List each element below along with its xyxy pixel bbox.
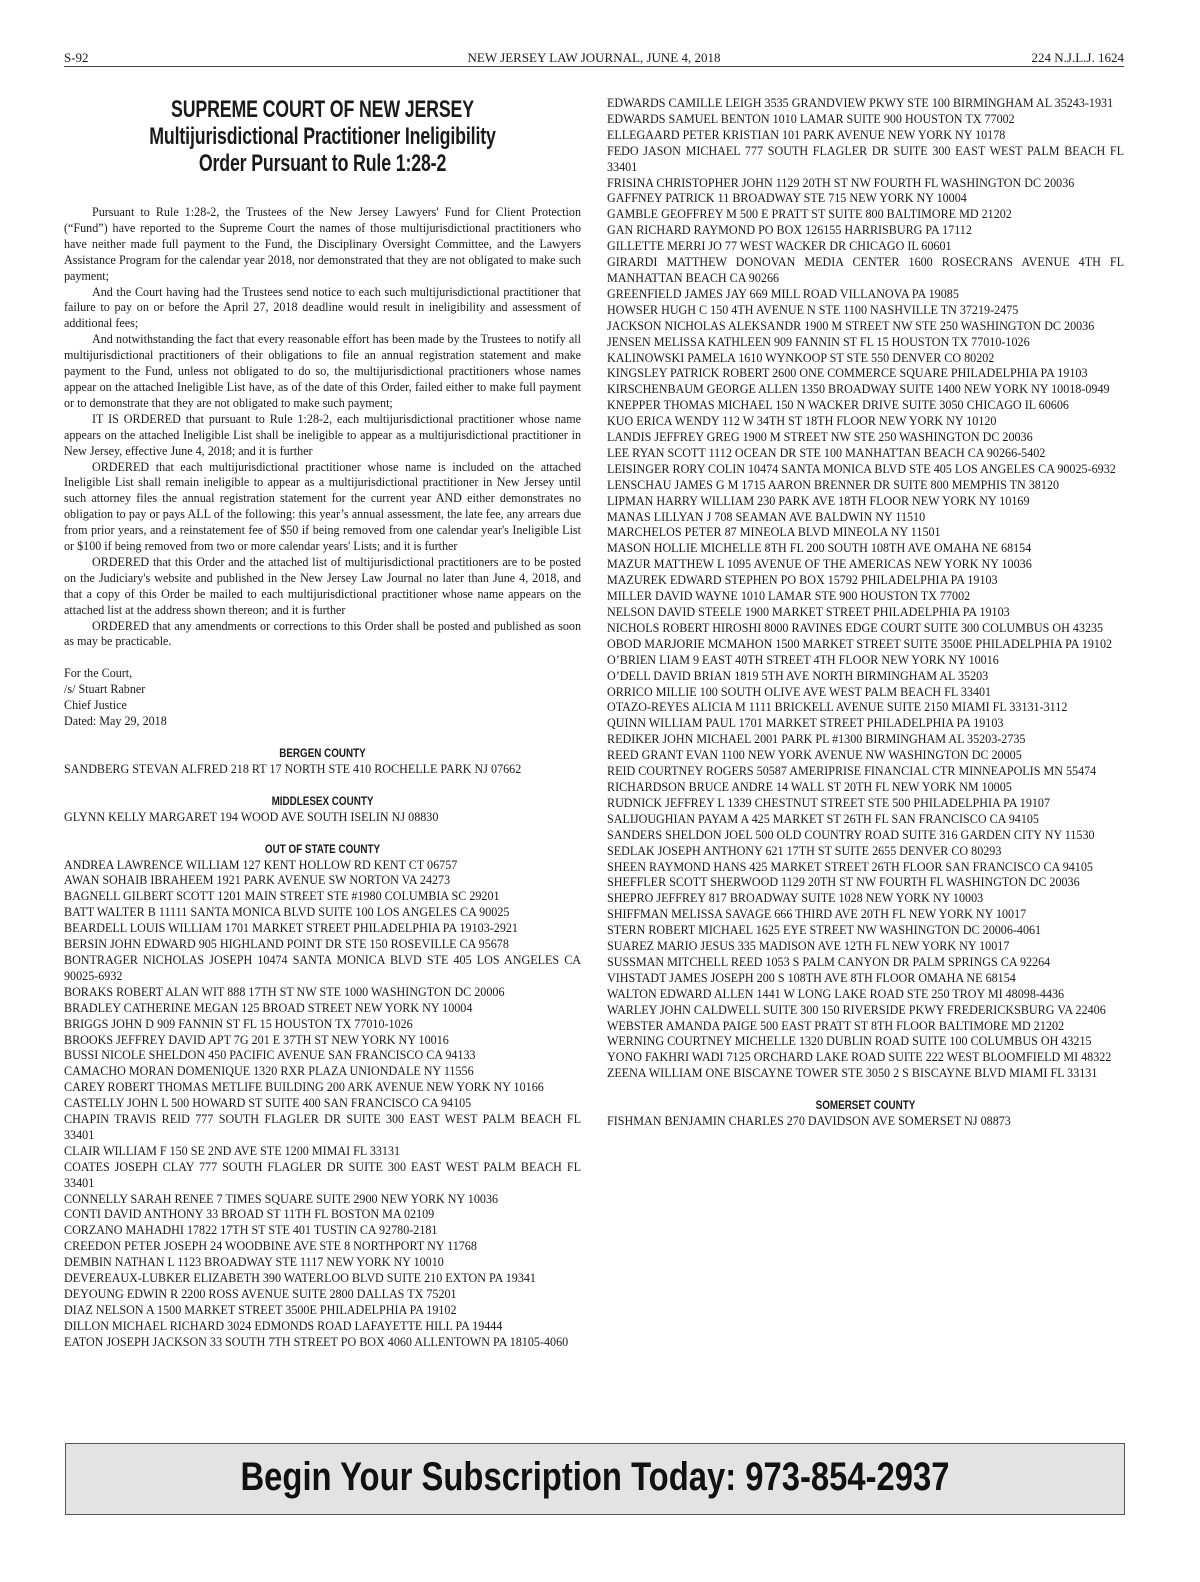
list-item: FISHMAN BENJAMIN CHARLES 270 DAVIDSON AVE SOMERSET NJ 08873 [607, 1114, 1011, 1129]
signature-date: Dated: May 29, 2018 [64, 714, 167, 729]
list-item: KNEPPER THOMAS MICHAEL 150 N WACKER DRIVE SUITE 3050 CHICAGO IL 60606 [607, 398, 1069, 413]
list-item: REDIKER JOHN MICHAEL 2001 PARK PL #1300 BIRMINGHAM AL 35203-2735 [607, 732, 1026, 747]
list-item: CHAPIN TRAVIS REID 777 SOUTH FLAGLER DR SUITE 300 EAST WEST PALM BEACH FL 33401 [64, 1112, 581, 1142]
county-heading-bergen: BERGEN COUNTY [279, 747, 366, 760]
list-item: CONTI DAVID ANTHONY 33 BROAD ST 11TH FL BOSTON MA 02109 [64, 1207, 435, 1222]
list-item: FRISINA CHRISTOPHER JOHN 1129 20TH ST NW FOURTH FL WASHINGTON DC 20036 [607, 175, 1075, 190]
list-item: EATON JOSEPH JACKSON 33 SOUTH 7TH STREET PO BOX 4060 ALLENTOWN PA 18105-4060 [64, 1334, 569, 1349]
list-item: QUINN WILLIAM PAUL 1701 MARKET STREET PHILADELPHIA PA 19103 [607, 716, 1004, 731]
list-item: GAN RICHARD RAYMOND PO BOX 126155 HARRISBURG PA 17112 [607, 223, 972, 238]
list-item: CAREY ROBERT THOMAS METLIFE BUILDING 200 ARK AVENUE NEW YORK NY 10166 [64, 1080, 544, 1095]
list-item: ANDREA LAWRENCE WILLIAM 127 KENT HOLLOW RD KENT CT 06757 [64, 857, 458, 872]
right-column [607, 96, 1124, 1130]
list-item: KIRSCHENBAUM GEORGE ALLEN 1350 BROADWAY SUITE 1400 NEW YORK NY 10018-0949 [607, 382, 1110, 397]
order-paragraph: And notwithstanding the fact that every reasonable effort has been made by the Trustees to notify all multijurisdictional practitioners of their obligations to file an annual registration statement and make payment to the Fund, unless not obligated to do so, the multijurisdictional practitioners whose names appear on the attached Ineligible List have, as of the date of this Order, failed either to make full payment or to demonstrate that they are not obligated to make such payment; [64, 332, 581, 410]
list-item: MANAS LILLYAN J 708 SEAMAN AVE BALDWIN NY 11510 [607, 509, 926, 524]
list-item: DILLON MICHAEL RICHARD 3024 EDMONDS ROAD LAFAYETTE HILL PA 19444 [64, 1318, 503, 1333]
list-item: OTAZO-REYES ALICIA M 1111 BRICKELL AVENUE SUITE 2150 MIAMI FL 33131-3112 [607, 700, 1068, 715]
list-item: MAZUREK EDWARD STEPHEN PO BOX 15792 PHILADELPHIA PA 19103 [607, 573, 998, 588]
signature-block [64, 666, 581, 730]
list-item: LEISINGER RORY COLIN 10474 SANTA MONICA BLVD STE 405 LOS ANGELES CA 90025-6932 [607, 461, 1116, 476]
list-item: BROOKS JEFFREY DAVID APT 7G 201 E 37TH ST NEW YORK NY 10016 [64, 1032, 449, 1047]
middlesex-list [64, 810, 581, 826]
list-item: NELSON DAVID STEELE 1900 MARKET STREET PHILADELPHIA PA 19103 [607, 605, 1010, 619]
list-item: GILLETTE MERRI JO 77 WEST WACKER DR CHICAGO IL 60601 [607, 239, 952, 254]
list-item: DEYOUNG EDWIN R 2200 ROSS AVENUE SUITE 2800 DALLAS TX 75201 [64, 1287, 457, 1301]
list-item: BERSIN JOHN EDWARD 905 HIGHLAND POINT DR STE 150 ROSEVILLE CA 95678 [64, 937, 509, 952]
list-item: SHEFFLER SCOTT SHERWOOD 1129 20TH ST NW FOURTH FL WASHINGTON DC 20036 [607, 875, 1080, 890]
list-item: MASON HOLLIE MICHELLE 8TH FL 200 SOUTH 108TH AVE OMAHA NE 68154 [607, 541, 1032, 556]
list-item: YONO FAKHRI WADI 7125 ORCHARD LAKE ROAD SUITE 222 WEST BLOOMFIELD MI 48322 [607, 1050, 1112, 1065]
order-paragraph: And the Court having had the Trustees send notice to each such multijurisdictional practitioner that failure to pay on or before the April 27, 2018 deadline would result in ineligibility and assessment of additional fees; [64, 284, 581, 331]
publication-title: NEW JERSEY LAW JOURNAL, JUNE 4, 2018 [467, 50, 721, 65]
list-item: SHEEN RAYMOND HANS 425 MARKET STREET 26TH FLOOR SAN FRANCISCO CA 94105 [607, 859, 1093, 874]
list-item: JENSEN MELISSA KATHLEEN 909 FANNIN ST FL 15 HOUSTON TX 77010-1026 [607, 334, 1030, 349]
list-item: EDWARDS CAMILLE LEIGH 3535 GRANDVIEW PKWY STE 100 BIRMINGHAM AL 35243-1931 [607, 96, 1114, 110]
signature-role: Chief Justice [64, 698, 127, 713]
signature-name: /s/ Stuart Rabner [64, 682, 146, 697]
list-item: EDWARDS SAMUEL BENTON 1010 LAMAR SUITE 900 HOUSTON TX 77002 [607, 111, 1015, 126]
list-item: LIPMAN HARRY WILLIAM 230 PARK AVE 18TH FLOOR NEW YORK NY 10169 [607, 493, 1030, 508]
out-of-state-list-right [607, 96, 1124, 1082]
list-item: CAMACHO MORAN DOMENIQUE 1320 RXR PLAZA UNIONDALE NY 11556 [64, 1064, 474, 1079]
county-heading-middlesex: MIDDLESEX COUNTY [271, 794, 374, 808]
out-of-state-list-left [64, 858, 581, 1351]
order-paragraph: Pursuant to Rule 1:28-2, the Trustees of the New Jersey Lawyers' Fund for Client Protection (“Fund”) have reported to the Supreme Court the names of those multijurisdictional practitioners who have neither made full payment to the Fund, the Disciplinary Oversight Committee, and the Lawyers Assistance Program for the calendar year 2018, nor demonstrated that they are not obligated to make such payment; [64, 205, 581, 283]
list-item: GAMBLE GEOFFREY M 500 E PRATT ST SUITE 800 BALTIMORE MD 21202 [607, 207, 1012, 222]
list-item: SUAREZ MARIO JESUS 335 MADISON AVE 12TH FL NEW YORK NY 10017 [607, 939, 1010, 954]
list-item: GAFFNEY PATRICK 11 BROADWAY STE 715 NEW YORK NY 10004 [607, 191, 967, 206]
left-column [64, 96, 581, 1351]
somerset-list [607, 1114, 1124, 1130]
list-item: REID COURTNEY ROGERS 50587 AMERIPRISE FINANCIAL CTR MINNEAPOLIS MN 55474 [607, 764, 1097, 779]
list-item: CASTELLY JOHN L 500 HOWARD ST SUITE 400 SAN FRANCISCO CA 94105 [64, 1096, 472, 1111]
list-item: BUSSI NICOLE SHELDON 450 PACIFIC AVENUE SAN FRANCISCO CA 94133 [64, 1048, 476, 1063]
list-item: OBOD MARJORIE MCMAHON 1500 MARKET STREET SUITE 3500E PHILADELPHIA PA 19102 [607, 636, 1113, 651]
list-item: MAZUR MATTHEW L 1095 AVENUE OF THE AMERICAS NEW YORK NY 10036 [607, 557, 1032, 572]
list-item: LEE RYAN SCOTT 1112 OCEAN DR STE 100 MANHATTAN BEACH CA 90266-5402 [607, 445, 1046, 460]
subscription-banner [65, 1443, 1125, 1515]
list-item: BRIGGS JOHN D 909 FANNIN ST FL 15 HOUSTON TX 77010-1026 [64, 1016, 413, 1031]
list-item: WERNING COURTNEY MICHELLE 1320 DUBLIN ROAD SUITE 100 COLUMBUS OH 43215 [607, 1034, 1092, 1049]
list-item: BONTRAGER NICHOLAS JOSEPH 10474 SANTA MONICA BLVD STE 405 LOS ANGELES CA 90025-6932 [64, 952, 581, 983]
list-item: KINGSLEY PATRICK ROBERT 2600 ONE COMMERCE SQUARE PHILADELPHIA PA 19103 [607, 366, 1088, 381]
list-item: CLAIR WILLIAM F 150 SE 2ND AVE STE 1200 MIMAI FL 33131 [64, 1143, 401, 1158]
list-item: WALTON EDWARD ALLEN 1441 W LONG LAKE ROAD STE 250 TROY MI 48098-4436 [607, 986, 1065, 1001]
list-item: COATES JOSEPH CLAY 777 SOUTH FLAGLER DR SUITE 300 EAST WEST PALM BEACH FL 33401 [64, 1159, 581, 1190]
order-paragraph: ORDERED that this Order and the attached list of multijurisdictional practitioners are to be posted on the Judiciary's website and published in the New Jersey Law Journal no later than June 4, 2018, and that a copy of this Order be mailed to each multijurisdictional practitioner whose name appears on the attached list at the address shown thereon; and it is further [64, 554, 581, 617]
list-item: BRADLEY CATHERINE MEGAN 125 BROAD STREET NEW YORK NY 10004 [64, 1000, 473, 1015]
county-heading-out-of-state: OUT OF STATE COUNTY [264, 842, 381, 856]
list-item: FEDO JASON MICHAEL 777 SOUTH FLAGLER DR SUITE 300 EAST WEST PALM BEACH FL 33401 [607, 143, 1124, 174]
list-item: CORZANO MAHADHI 17822 17TH ST STE 401 TUSTIN CA 92780-2181 [64, 1223, 438, 1238]
list-item: JACKSON NICHOLAS ALEKSANDR 1900 M STREET NW STE 250 WASHINGTON DC 20036 [607, 318, 1095, 333]
list-item: DEMBIN NATHAN L 1123 BROADWAY STE 1117 NEW YORK NY 10010 [64, 1255, 444, 1270]
list-item: KALINOWSKI PAMELA 1610 WYNKOOP ST STE 550 DENVER CO 80202 [607, 350, 995, 365]
list-item: GLYNN KELLY MARGARET 194 WOOD AVE SOUTH ISELIN NJ 08830 [64, 809, 439, 824]
list-item: O’BRIEN LIAM 9 EAST 40TH STREET 4TH FLOOR NEW YORK NY 10016 [607, 652, 999, 667]
list-item: ELLEGAARD PETER KRISTIAN 101 PARK AVENUE NEW YORK NY 10178 [607, 127, 1006, 142]
list-item: MILLER DAVID WAYNE 1010 LAMAR STE 900 HOUSTON TX 77002 [607, 589, 971, 604]
order-paragraph: ORDERED that any amendments or corrections to this Order shall be posted and published as soon as may be practicable. [64, 618, 581, 649]
list-item: LENSCHAU JAMES G M 1715 AARON BRENNER DR SUITE 800 MEMPHIS TN 38120 [607, 477, 1059, 492]
list-item: GIRARDI MATTHEW DONOVAN MEDIA CENTER 1600 ROSECRANS AVENUE 4TH FL MANHATTAN BEACH CA 90266 [607, 255, 1124, 285]
order-paragraph: IT IS ORDERED that pursuant to Rule 1:28-2, each multijurisdictional practitioner whose name appears on the attached Ineligible List shall be ineligible to appear as a multijurisdictional practitioner in New Jersey, effective June 4, 2018; and it is further [64, 411, 581, 458]
list-item: HOWSER HUGH C 150 4TH AVENUE N STE 1100 NASHVILLE TN 37219-2475 [607, 302, 1019, 317]
list-item: AWAN SOHAIB IBRAHEEM 1921 PARK AVENUE SW NORTON VA 24273 [64, 873, 451, 888]
bergen-list [64, 762, 581, 778]
list-item: BORAKS ROBERT ALAN WIT 888 17TH ST NW STE 1000 WASHINGTON DC 20006 [64, 984, 505, 999]
list-item: RICHARDSON BRUCE ANDRE 14 WALL ST 20TH FL NEW YORK NM 10005 [607, 779, 1012, 794]
list-item: CONNELLY SARAH RENEE 7 TIMES SQUARE SUITE 2900 NEW YORK NY 10036 [64, 1191, 499, 1206]
list-item: O’DELL DAVID BRIAN 1819 5TH AVE NORTH BIRMINGHAM AL 35203 [607, 668, 989, 683]
list-item: ZEENA WILLIAM ONE BISCAYNE TOWER STE 3050 2 S BISCAYNE BLVD MIAMI FL 33131 [607, 1066, 1098, 1081]
list-item: SUSSMAN MITCHELL REED 1053 S PALM CANYON DR PALM SPRINGS CA 92264 [607, 954, 1051, 969]
list-item: BAGNELL GILBERT SCOTT 1201 MAIN STREET STE #1980 COLUMBIA SC 29201 [64, 889, 500, 904]
order-title: Multijurisdictional Practitioner Ineligibility Order Pursuant to Rule 1:28-2 [149, 123, 496, 177]
list-item: STERN ROBERT MICHAEL 1625 EYE STREET NW WASHINGTON DC 20006-4061 [607, 923, 1042, 938]
list-item: SANDBERG STEVAN ALFRED 218 RT 17 NORTH STE 410 ROCHELLE PARK NJ 07662 [64, 761, 522, 776]
signature-line: For the Court, [64, 666, 133, 681]
list-item: WEBSTER AMANDA PAIGE 500 EAST PRATT ST 8TH FLOOR BALTIMORE MD 21202 [607, 1018, 1065, 1033]
citation: 224 N.J.L.J. 1624 [1031, 50, 1124, 65]
list-item: MARCHELOS PETER 87 MINEOLA BLVD MINEOLA NY 11501 [607, 525, 941, 540]
list-item: SHIFFMAN MELISSA SAVAGE 666 THIRD AVE 20TH FL NEW YORK NY 10017 [607, 907, 1027, 922]
list-item: LANDIS JEFFREY GREG 1900 M STREET NW STE 250 WASHINGTON DC 20036 [607, 430, 1033, 445]
list-item: VIHSTADT JAMES JOSEPH 200 S 108TH AVE 8TH FLOOR OMAHA NE 68154 [607, 970, 1016, 985]
list-item: BATT WALTER B 11111 SANTA MONICA BLVD SUITE 100 LOS ANGELES CA 90025 [64, 905, 510, 920]
list-item: SHEPRO JEFFREY 817 BROADWAY SUITE 1028 NEW YORK NY 10003 [607, 891, 984, 906]
county-heading-somerset: SOMERSET COUNTY [815, 1099, 916, 1113]
list-item: BEARDELL LOUIS WILLIAM 1701 MARKET STREET PHILADELPHIA PA 19103-2921 [64, 921, 518, 936]
list-item: SANDERS SHELDON JOEL 500 OLD COUNTRY ROAD SUITE 316 GARDEN CITY NY 11530 [607, 827, 1095, 842]
list-item: WARLEY JOHN CALDWELL SUITE 300 150 RIVERSIDE PKWY FREDERICKSBURG VA 22406 [607, 1002, 1106, 1017]
list-item: DIAZ NELSON A 1500 MARKET STREET 3500E PHILADELPHIA PA 19102 [64, 1302, 457, 1317]
list-item: SALIJOUGHIAN PAYAM A 425 MARKET ST 26TH FL SAN FRANCISCO CA 94105 [607, 811, 1039, 826]
list-item: ORRICO MILLIE 100 SOUTH OLIVE AVE WEST PALM BEACH FL 33401 [607, 684, 992, 699]
list-item: GREENFIELD JAMES JAY 669 MILL ROAD VILLANOVA PA 19085 [607, 286, 959, 301]
running-header [64, 48, 1124, 67]
list-item: CREEDON PETER JOSEPH 24 WOODBINE AVE STE 8 NORTHPORT NY 11768 [64, 1239, 477, 1254]
list-item: DEVEREAUX-LUBKER ELIZABETH 390 WATERLOO BLVD SUITE 210 EXTON PA 19341 [64, 1271, 536, 1286]
court-title: SUPREME COURT OF NEW JERSEY [171, 96, 474, 123]
list-item: KUO ERICA WENDY 112 W 34TH ST 18TH FLOOR NEW YORK NY 10120 [607, 414, 997, 429]
list-item: SEDLAK JOSEPH ANTHONY 621 17TH ST SUITE 2655 DENVER CO 80293 [607, 843, 1002, 858]
page-number: S-92 [64, 50, 89, 65]
list-item: NICHOLS ROBERT HIROSHI 8000 RAVINES EDGE COURT SUITE 300 COLUMBUS OH 43235 [607, 620, 1104, 635]
order-paragraph: ORDERED that each multijurisdictional practitioner whose name is included on the attached Ineligible List shall remain ineligible to appear as a multijurisdictional practitioner in New Jersey until such attorney files the annual registration statement for the current year AND either demonstrates no obligation to pay or pays ALL of the following: this year’s annual assessment, the late fee, any arrears due from prior years, and a reinstatement fee of $50 if being removed from one calendar year's Ineligible List or $100 if being removed from two or more calendar years' Lists; and it is further [64, 459, 581, 554]
list-item: RUDNICK JEFFREY L 1339 CHESTNUT STREET STE 500 PHILADELPHIA PA 19107 [607, 795, 1051, 810]
list-item: REED GRANT EVAN 1100 NEW YORK AVENUE NW WASHINGTON DC 20005 [607, 748, 1022, 763]
subscription-text: Begin Your Subscription Today: 973-854-2937 [240, 1455, 950, 1499]
